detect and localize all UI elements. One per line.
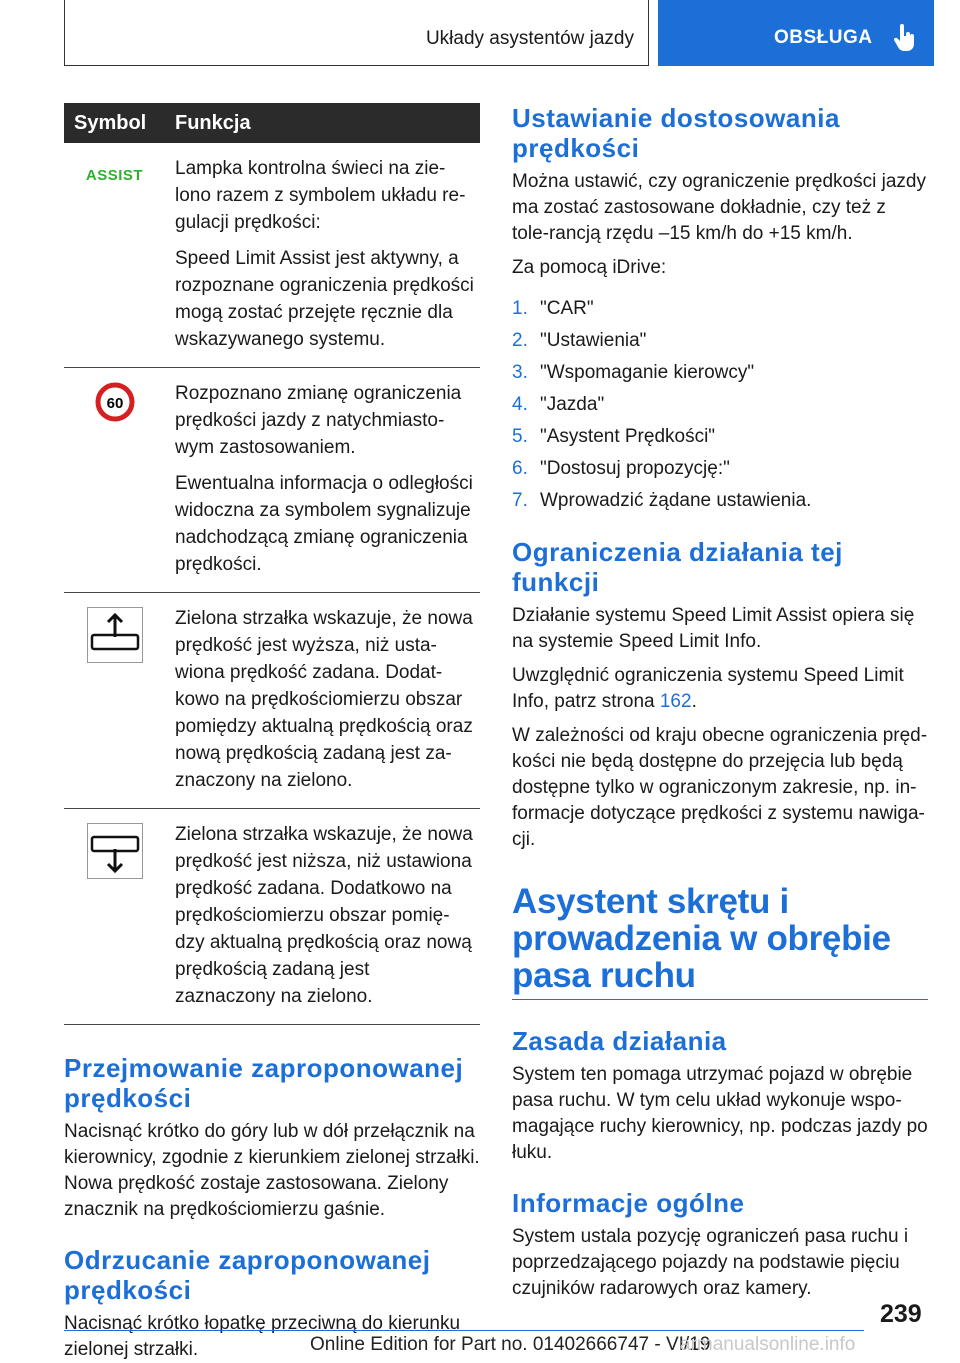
chapter-tab-label: OBSŁUGA: [774, 27, 873, 48]
table-row: [64, 809, 480, 1025]
section-accept-speed: [64, 1053, 480, 1223]
page-header: [64, 0, 934, 66]
table-row: [64, 143, 480, 368]
symbol-table: [64, 103, 480, 1025]
section-heading: Ustawianie dostosowania prędkości: [512, 103, 840, 163]
section-text: Uwzględnić ograniczenia systemu Speed Limit Info, patrz strona 162.: [512, 665, 904, 712]
arrow-up-bar-icon: [87, 607, 143, 663]
list-item: 6. "Dostosuj propozycję:": [512, 458, 730, 479]
section-title: Układy asystentów jazdy: [64, 0, 649, 66]
section-text: Nacisnąć krótko do góry lub w dół przełącznik na kierownicy, zgodnie z kierunkiem zielonej strzałki. Nowa prędkość zostaje zastosowana. Zielony znacznik na prędkościomierzu gaśnie.: [64, 1121, 480, 1220]
section-heading: Zasada działania: [512, 1026, 727, 1056]
section-text: Za pomocą iDrive:: [512, 257, 667, 278]
chapter-heading-wrap: [512, 883, 928, 1000]
hand-pointer-icon: [893, 24, 915, 52]
section-principle: [512, 1026, 928, 1166]
list-item: 2. "Ustawienia": [512, 330, 647, 351]
section-adjust-speed: [512, 103, 928, 517]
col-header-symbol: Symbol: [64, 103, 165, 143]
section-text: Nacisnąć krótko łopatkę przeciwną do kierunku zielonej strzałki.: [64, 1313, 461, 1360]
page-number: 239: [880, 1300, 922, 1328]
section-text: Działanie systemu Speed Limit Assist opiera się na systemie Speed Limit Info.: [512, 605, 915, 652]
section-general-info: [512, 1188, 928, 1302]
page-link[interactable]: 162: [659, 691, 692, 712]
footer-rule: [64, 1330, 864, 1331]
left-column: [64, 103, 480, 1363]
row-text: Zielona strzałka wskazuje, że nowa prędkość jest wyższa, niż usta-wiona prędkość zadana. Dodat-kowo na prędkościomierzu obszar pomiędzy aktualną prędkością oraz nową prędkością zadaną jest za-znaczony na zielono.: [175, 608, 473, 791]
chapter-heading: Asystent skrętu i prowadzenia w obrębie pasa ruchu: [512, 882, 891, 995]
list-item: 1. "CAR": [512, 298, 594, 319]
list-item: 4. "Jazda": [512, 394, 605, 415]
section-heading: Przejmowanie zaproponowanej prędkości: [64, 1053, 464, 1113]
chapter-tab[interactable]: [658, 0, 934, 66]
section-heading: Ograniczenia działania tej funkcji: [512, 537, 843, 597]
row-text: Ewentualna informacja o odległości widoczna za symbolem sygnalizuje nadchodzącą zmianę ograniczenia prędkości.: [175, 473, 473, 575]
edition-text: Online Edition for Part no. 01402666747 - VI/19: [310, 1334, 711, 1355]
speed-limit-sign-icon: [95, 382, 135, 422]
right-column: [512, 103, 928, 1302]
assist-indicator: ASSIST: [85, 167, 144, 184]
idrive-steps: [512, 293, 928, 517]
speed-limit-value: 60: [106, 395, 123, 412]
row-text: Speed Limit Assist jest aktywny, a rozpoznane ograniczenia prędkości mogą zostać przejęte ręcznie dla wskazywanego systemu.: [175, 248, 474, 350]
section-text: System ten pomaga utrzymać pojazd w obrębie pasa ruchu. W tym celu układ wykonuje wspo-magające ruchy kierownicy, np. podczas jazdy po łuku.: [512, 1064, 928, 1163]
watermark: armanualsonline.info: [680, 1334, 856, 1355]
row-text: Rozpoznano zmianę ograniczenia prędkości jazdy z natychmiasto-wym zastosowaniem.: [175, 383, 462, 458]
row-text: Lampka kontrolna świeci na zie-lono razem z symbolem układu re-gulacji prędkości:: [175, 158, 466, 233]
section-heading: Informacje ogólne: [512, 1188, 745, 1218]
table-row: [64, 593, 480, 809]
section-text: Można ustawić, czy ograniczenie prędkości jazdy ma zostać zastosowane dokładnie, czy też z tole-rancją rzędu –15 km/h do +15 km/h.: [512, 171, 926, 244]
section-heading: Odrzucanie zaproponowanej prędkości: [64, 1245, 431, 1305]
list-item: 5. "Asystent Prędkości": [512, 426, 716, 447]
section-text: System ustala pozycję ograniczeń pasa ruchu i poprzedzającego pojazdy na podstawie pięciu czujników radarowych oraz kamery.: [512, 1226, 909, 1299]
col-header-function: Funkcja: [165, 103, 480, 143]
table-row: [64, 368, 480, 593]
list-item: 3. "Wspomaganie kierowcy": [512, 362, 755, 383]
row-text: Zielona strzałka wskazuje, że nowa prędkość jest niższa, niż ustawiona prędkość zadana. Dodatkowo na prędkościomierzu obszar pomię-dzy aktualną prędkością oraz nową prędkością zadaną jest zaznaczony na zielono.: [175, 824, 473, 1007]
section-text: W zależności od kraju obecne ograniczenia pręd-kości nie będą dostępne do przejęcia lub będą dostępne tylko w ograniczonym zakresie, np. in-formacje dotyczące prędkości z systemu nawiga-cji.: [512, 725, 928, 850]
section-limitations: [512, 537, 928, 853]
list-item: 7. Wprowadzić żądane ustawienia.: [512, 490, 812, 511]
arrow-down-bar-icon: [87, 823, 143, 879]
